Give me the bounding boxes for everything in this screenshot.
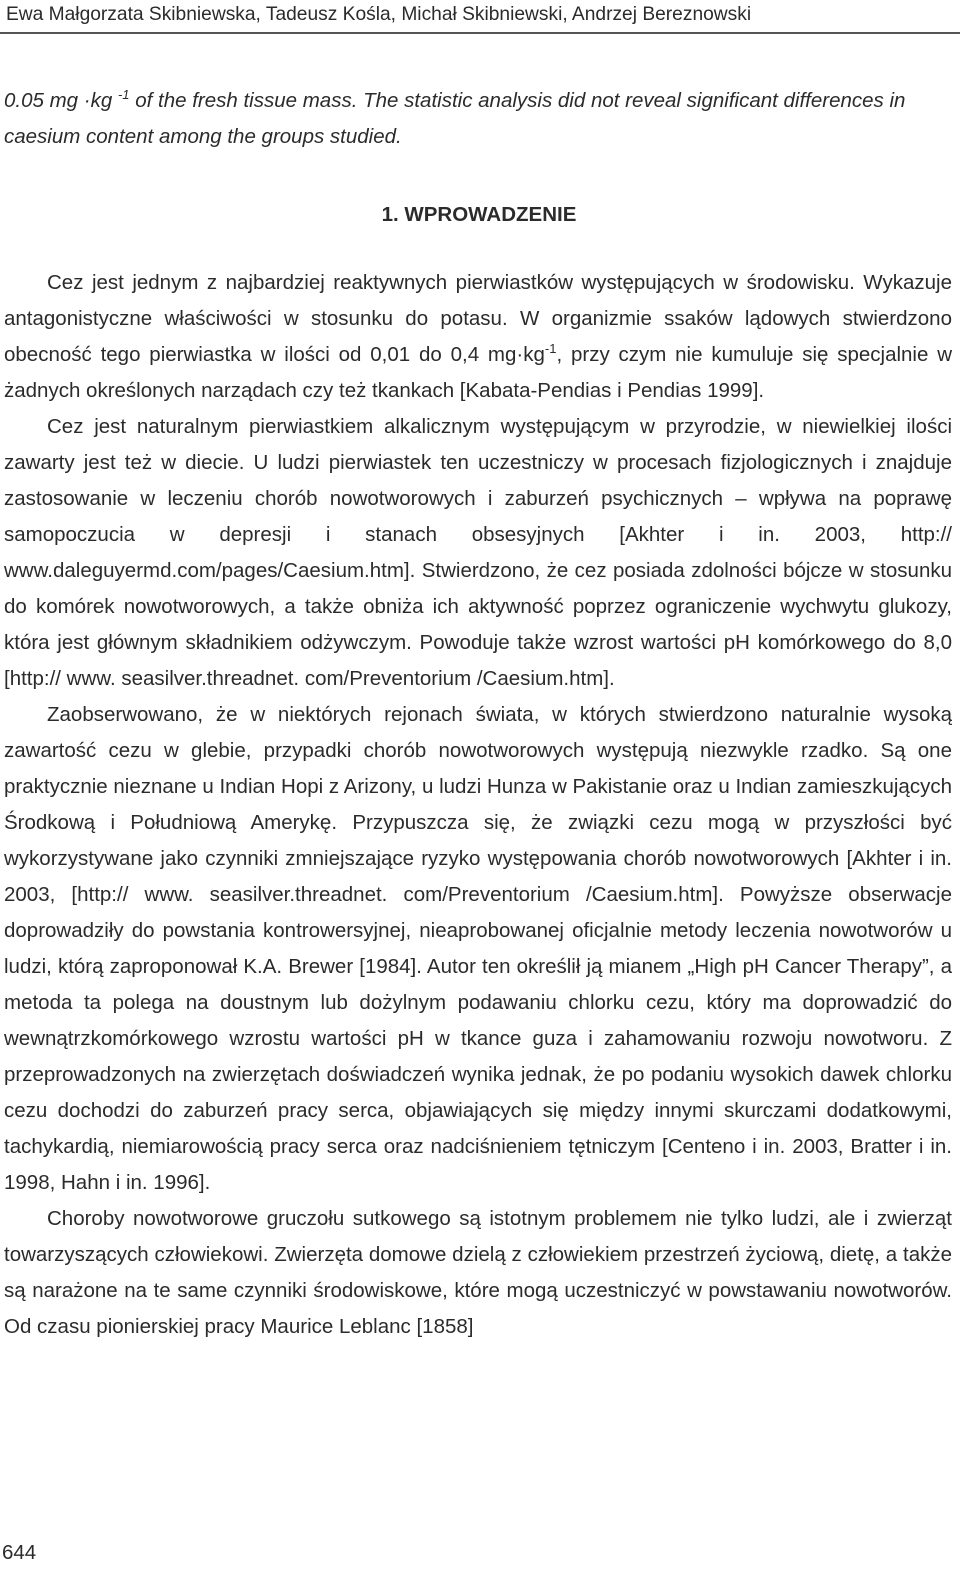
paragraph-1 (4, 265, 952, 409)
page-number: 644 (2, 1541, 37, 1564)
abstract-text-2: of the fresh tissue mass. The statistic analysis did not reveal significant differences in caesium content among the groups studied. (4, 89, 906, 148)
abstract-text-1: 0.05 mg ·kg (4, 89, 118, 112)
paragraph-3: Zaobserwowano, że w niektórych rejonach świata, w których stwierdzono naturalnie wysoką zawartość cezu w glebie, przypadki chorób nowotworowych występują niezwykle rzadko. Są one praktycznie nieznane u Indian Hopi z Arizony, u ludzi Hunza w Pakistanie oraz u Indian zamieszkujących Środkową i Południową Amerykę. Przypuszcza się, że związki cezu mogą w przyszłości być wykorzystywane jako czynniki zmniejszające ryzyko występowania chorób nowotworowych [Akhter i in. 2003, [http:// www. seasilver.threadnet. com/Preventorium /Caesium.htm]. Powyższe obserwacje doprowadziły do powstania kontrowersyjnej, nieaprobowanej oficjalnie metody leczenia nowotworów u ludzi, którą zaproponował K.A. Brewer [1984]. Autor ten określił ją mianem „High pH Cancer Therapy”, a metoda ta polega na doustnym lub dożylnym podawaniu chlorku cezu, który ma doprowadzić do wewnątrzkomórkowego wzrostu wartości pH w tkance guza i zahamowaniu rozwoju nowotworu. Z przeprowadzonych na zwierzętach doświadczeń wynika jednak, że po podaniu wysokich dawek chlorku cezu dochodzi do zaburzeń pracy serca, objawiających się między innymi skurczami dodatkowymi, tachykardią, niemiarowością pracy serca oraz nadciśnieniem tętniczym [Centeno i in. 2003, Bratter i in. 1998, Hahn i in. 1996]. (4, 703, 952, 1194)
paragraph-1-text-2: , przy czym nie kumuluje się specjalnie w żadnych określonych narządach czy też tkankach [Kabata-Pendias i Pendias 1999]. (4, 343, 953, 402)
page-body (4, 83, 952, 1345)
section-title: 1. WPROWADZENIE (381, 203, 577, 226)
abstract-tail (4, 83, 952, 155)
abstract-superscript: -1 (117, 87, 130, 102)
paragraph-4: Choroby nowotworowe gruczołu sutkowego są istotnym problemem nie tylko ludzi, ale i zwierząt towarzyszących człowiekowi. Zwierzęta domowe dzielą z człowiekiem przestrzeń życiową, dietę, a także są narażone na te same czynniki środowiskowe, które mogą uczestniczyć w powstawaniu nowotworów. Od czasu pionierskiej pracy Maurice Leblanc [1858] (4, 1207, 952, 1338)
header-authors: Ewa Małgorzata Skibniewska, Tadeusz Kośla, Michał Skibniewski, Andrzej Bereznowski (6, 4, 752, 25)
running-header (0, 0, 960, 34)
paragraph-1-text-1: Cez jest jednym z najbardziej reaktywnych pierwiastków występujących w środowisku. Wykazuje antagonistyczne właściwości w stosunku do potasu. W organizmie ssaków lądowych stwierdzono obecność tego pierwiastka w ilości od 0,01 do 0,4 mg·kg (4, 271, 952, 366)
paragraph-2: Cez jest naturalnym pierwiastkiem alkalicznym występującym w przyrodzie, w niewielkiej ilości zawarty jest też w diecie. U ludzi pierwiastek ten uczestniczy w procesach fizjologicznych i znajduje zastosowanie w leczeniu chorób nowotworowych i zaburzeń psychicznych – wpływa na poprawę samopoczucia w depresji i stanach obsesyjnych [Akhter i in. 2003, http:// www.daleguyermd.com/pages/Caesium.htm]. Stwierdzono, że cez posiada zdolności bójcze w stosunku do komórek nowotworowych, a także obniża ich aktywność poprzez ograniczenie wychwytu glukozy, która jest głównym składnikiem odżywczym. Powoduje także wzrost wartości pH komórkowego do 8,0 [http:// www. seasilver.threadnet. com/Preventorium /Caesium.htm]. (4, 415, 952, 690)
paragraph-1-superscript: -1 (544, 341, 557, 356)
